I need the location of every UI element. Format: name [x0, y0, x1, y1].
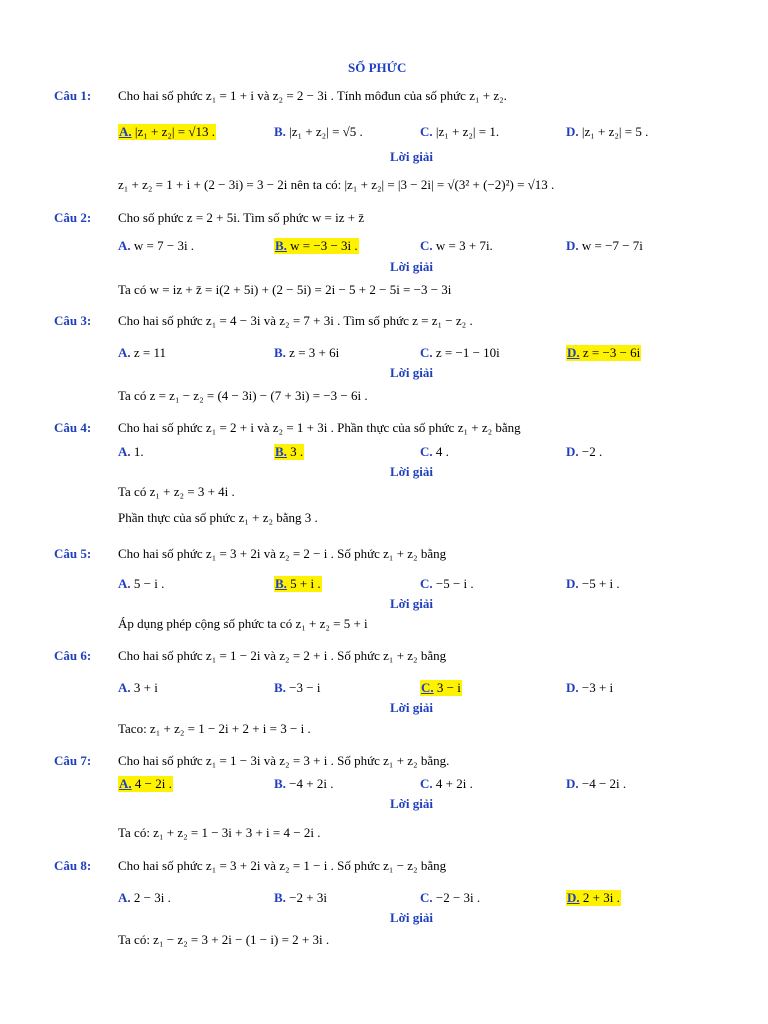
option-text: z = 3 + 6i	[289, 345, 340, 360]
option-text: w = 3 + 7i.	[435, 238, 493, 253]
page-title: SỐ PHỨC	[348, 60, 407, 75]
option-text: 2 + 3i .	[582, 890, 620, 905]
option-text: −5 − i .	[435, 576, 474, 591]
question-prompt: Cho hai số phức z₁ = 1 − 2i và z₂ = 2 + i . Số phức z₁ + z₂ bằng	[118, 648, 447, 663]
option-text: −3 − i	[289, 680, 321, 695]
option	[118, 444, 144, 460]
option	[420, 890, 480, 906]
option-correct	[566, 890, 621, 906]
option-letter: A.	[119, 776, 132, 791]
question-number: Câu 4:	[54, 420, 92, 435]
option	[566, 776, 626, 792]
option-letter: A.	[118, 345, 131, 360]
solution-line: Ta có w = iz + z̄ = i(2 + 5i) + (2 − 5i) = 2i − 5 + 2 − 5i = −3 − 3i	[118, 282, 452, 297]
option-text: |z₁ + z₂| = √13 .	[134, 124, 215, 139]
option-correct	[274, 576, 322, 592]
option-letter: D.	[566, 680, 579, 695]
question-number: Câu 3:	[54, 313, 92, 328]
question-prompt: Cho hai số phức z₁ = 2 + i và z₂ = 1 + 3i . Phần thực của số phức z₁ + z₂ bằng	[118, 420, 521, 435]
solution-line: Taco: z₁ + z₂ = 1 − 2i + 2 + i = 3 − i .	[118, 721, 311, 736]
option	[420, 576, 474, 592]
option	[274, 124, 363, 140]
option-letter: D.	[566, 238, 579, 253]
option-text: −5 + i .	[581, 576, 620, 591]
option-letter: D.	[566, 776, 579, 791]
option-text: |z₁ + z₂| = 1.	[435, 124, 500, 139]
solution-label: Lời giải	[390, 365, 433, 380]
option-letter: B.	[274, 776, 286, 791]
solution-line: Ta có: z₁ − z₂ = 3 + 2i − (1 − i) = 2 + 3i .	[118, 932, 330, 947]
option-letter: B.	[275, 576, 287, 591]
solution-line: z₁ + z₂ = 1 + i + (2 − 3i) = 3 − 2i nên ta có: |z₁ + z₂| = |3 − 2i| = √(3² + (−2)²) = √13 .	[118, 177, 555, 192]
option-text: 4 − 2i .	[134, 776, 172, 791]
option	[274, 345, 339, 361]
option-letter: C.	[420, 124, 433, 139]
option-letter: B.	[274, 680, 286, 695]
option-text: 4 .	[435, 444, 449, 459]
option-correct	[274, 444, 304, 460]
question-prompt: Cho hai số phức z₁ = 1 − 3i và z₂ = 3 + i . Số phức z₁ + z₂ bằng.	[118, 753, 450, 768]
option-text: |z₁ + z₂| = √5 .	[289, 124, 363, 139]
question-prompt: Cho hai số phức z₁ = 1 + i và z₂ = 2 − 3i . Tính môđun của số phức z₁ + z₂.	[118, 88, 507, 103]
solution-label: Lời giải	[390, 796, 433, 811]
option-letter: C.	[421, 680, 434, 695]
option-text: w = 7 − 3i .	[133, 238, 195, 253]
option-letter: A.	[118, 680, 131, 695]
solution-line: Ta có z = z₁ − z₂ = (4 − 3i) − (7 + 3i) = −3 − 6i .	[118, 388, 368, 403]
solution-line: Áp dụng phép cộng số phức ta có z₁ + z₂ = 5 + i	[118, 616, 368, 631]
option-letter: B.	[275, 444, 287, 459]
option-text: 3 + i	[133, 680, 158, 695]
option-letter: B.	[274, 124, 286, 139]
option	[274, 680, 320, 696]
question-prompt: Cho hai số phức z₁ = 3 + 2i và z₂ = 1 − i . Số phức z₁ − z₂ bằng	[118, 858, 447, 873]
option-letter: A.	[118, 576, 131, 591]
question-prompt: Cho hai số phức z₁ = 3 + 2i và z₂ = 2 − i . Số phức z₁ + z₂ bằng	[118, 546, 447, 561]
option	[420, 124, 499, 140]
option-letter: B.	[274, 890, 286, 905]
option-text: w = −3 − 3i .	[290, 238, 358, 253]
option-letter: C.	[420, 576, 433, 591]
question-prompt: Cho hai số phức z₁ = 4 − 3i và z₂ = 7 + 3i . Tìm số phức z = z₁ − z₂ .	[118, 313, 473, 328]
option-letter: D.	[566, 444, 579, 459]
option	[118, 680, 158, 696]
option	[420, 776, 473, 792]
solution-line: Phần thực của số phức z₁ + z₂ bằng 3 .	[118, 510, 318, 525]
option-text: −4 + 2i .	[289, 776, 334, 791]
option-letter: B.	[275, 238, 287, 253]
option-text: 2 − 3i .	[133, 890, 171, 905]
option-text: 1.	[133, 444, 144, 459]
option	[274, 890, 327, 906]
option	[566, 680, 613, 696]
solution-label: Lời giải	[390, 910, 433, 925]
option-letter: A.	[118, 238, 131, 253]
option-text: z = 11	[133, 345, 167, 360]
option	[566, 238, 643, 254]
option	[420, 444, 449, 460]
question-number: Câu 6:	[54, 648, 92, 663]
option	[566, 576, 620, 592]
question-number: Câu 5:	[54, 546, 92, 561]
option-correct	[118, 124, 216, 140]
option-text: −4 − 2i .	[581, 776, 627, 791]
solution-label: Lời giải	[390, 596, 433, 611]
option-letter: D.	[566, 124, 579, 139]
question-number: Câu 2:	[54, 210, 92, 225]
option-text: −2 + 3i	[289, 890, 327, 905]
option-correct	[566, 345, 641, 361]
option	[118, 576, 164, 592]
option	[566, 444, 602, 460]
option	[420, 238, 493, 254]
option-text: 4 + 2i .	[435, 776, 473, 791]
question-number: Câu 7:	[54, 753, 92, 768]
option-letter: B.	[274, 345, 286, 360]
option-letter: A.	[119, 124, 132, 139]
solution-label: Lời giải	[390, 700, 433, 715]
option-text: 5 + i .	[290, 576, 321, 591]
option	[566, 124, 648, 140]
solution-line: Ta có z₁ + z₂ = 3 + 4i .	[118, 484, 235, 499]
option-text: 3 − i	[436, 680, 461, 695]
option-text: w = −7 − 7i	[581, 238, 643, 253]
option-correct	[420, 680, 462, 696]
option	[118, 238, 194, 254]
option-letter: D.	[567, 890, 580, 905]
question-number: Câu 1:	[54, 88, 92, 103]
option-letter: C.	[420, 444, 433, 459]
option-letter: A.	[118, 444, 131, 459]
option	[118, 890, 171, 906]
option-letter: C.	[420, 776, 433, 791]
option-letter: D.	[567, 345, 580, 360]
option-letter: D.	[566, 576, 579, 591]
option-correct	[274, 238, 359, 254]
option-text: z = −3 − 6i	[582, 345, 641, 360]
question-number: Câu 8:	[54, 858, 92, 873]
option-text: −2 .	[581, 444, 603, 459]
solution-label: Lời giải	[390, 149, 433, 164]
option-letter: C.	[420, 345, 433, 360]
option	[118, 345, 166, 361]
option-text: 5 − i .	[133, 576, 165, 591]
option	[420, 345, 500, 361]
option-text: −2 − 3i .	[435, 890, 481, 905]
option-text: 3 .	[290, 444, 304, 459]
option-letter: C.	[420, 238, 433, 253]
option-letter: A.	[118, 890, 131, 905]
solution-label: Lời giải	[390, 464, 433, 479]
option-letter: C.	[420, 890, 433, 905]
solution-line: Ta có: z₁ + z₂ = 1 − 3i + 3 + i = 4 − 2i .	[118, 825, 321, 840]
option-correct	[118, 776, 173, 792]
option-text: −3 + i	[581, 680, 614, 695]
solution-label: Lời giải	[390, 259, 433, 274]
option-text: |z₁ + z₂| = 5 .	[581, 124, 649, 139]
option	[274, 776, 333, 792]
question-prompt: Cho số phức z = 2 + 5i. Tìm số phức w = iz + z̄	[118, 210, 365, 225]
option-text: z = −1 − 10i	[435, 345, 500, 360]
